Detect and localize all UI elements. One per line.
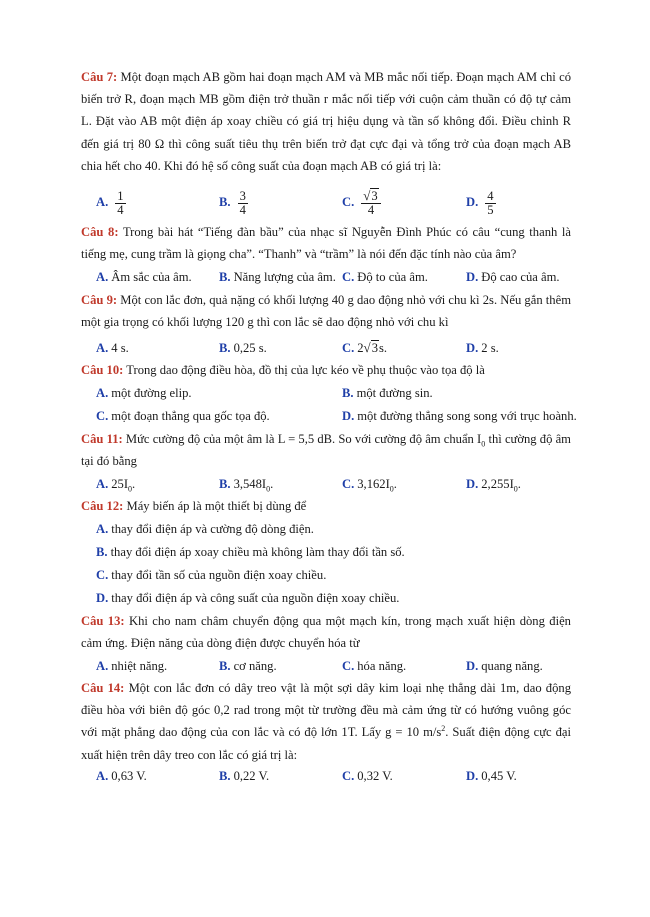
q10-option-a[interactable]: A. một đường elip. — [96, 386, 192, 400]
q9-option-a[interactable]: A. 4 s. — [96, 341, 129, 355]
q14-option-a[interactable]: A. 0,63 V. — [96, 769, 147, 783]
fraction: $\frac{4}{5}$ — [487, 188, 494, 217]
q11-option-a[interactable]: A. $25I_0$. — [96, 477, 136, 494]
question-12-option-row-c — [0, 564, 650, 586]
question-10-options-row2 — [0, 405, 650, 427]
question-14-options — [0, 765, 650, 787]
q7-option-d[interactable]: D. $\frac{4}{5}$ — [466, 188, 494, 217]
question-13-text: Khi cho nam châm chuyển động qua một mạch kín, trong mạch xuất hiện dòng điện cảm ứng. Điện năng của dòng điện được chuyển hóa từ — [81, 614, 571, 651]
q11-option-c[interactable]: C. $3,162I_0$. — [342, 477, 397, 494]
fraction: $\frac{3}{4}$ — [239, 188, 246, 217]
q7-option-a[interactable]: A. $\frac{1}{4}$ — [96, 188, 124, 217]
question-8-options — [0, 266, 650, 288]
q11-option-d[interactable]: D. $2,255I_0$. — [466, 477, 521, 494]
q12-option-c[interactable]: C. thay đổi tần số của nguồn điện xoay chiều. — [96, 568, 327, 582]
question-8 — [81, 221, 571, 265]
question-13-label: Câu 13: — [81, 614, 125, 628]
q9-option-c[interactable]: C. 2√3s. — [342, 340, 388, 355]
question-10-options-row1 — [0, 382, 650, 404]
q10-option-b[interactable]: B. một đường sin. — [342, 386, 433, 400]
q9-option-d[interactable]: D. 2 s. — [466, 341, 499, 355]
sqrt-symbol: √ — [363, 340, 371, 355]
question-10 — [81, 359, 571, 381]
question-13-options — [0, 655, 650, 677]
q11-option-b[interactable]: B. $3,548I_0$. — [219, 477, 274, 494]
q10-option-c[interactable]: C. một đoạn thẳng qua gốc tọa độ. — [96, 409, 270, 423]
q7-option-c[interactable]: C. $\frac{√3}{4}$ — [342, 185, 381, 219]
q12-option-d[interactable]: D. thay đổi điện áp và công suất của nguồn điện xoay chiều. — [96, 591, 400, 605]
question-12-text: Máy biến áp là một thiết bị dùng để — [126, 499, 307, 513]
q14-option-b[interactable]: B. 0,22 V. — [219, 769, 270, 783]
q12-option-a[interactable]: A. thay đổi điện áp và cường độ dòng điện. — [96, 522, 314, 536]
q14-option-d[interactable]: D. 0,45 V. — [466, 769, 517, 783]
q13-option-b[interactable]: B. cơ năng. — [219, 659, 277, 673]
question-10-text: Trong dao động điều hòa, đồ thị của lực kéo về phụ thuộc vào tọa độ là — [126, 363, 485, 377]
question-7-label: Câu 7: — [81, 70, 118, 84]
question-9-label: Câu 9: — [81, 293, 118, 307]
question-12-option-row-d — [0, 587, 650, 609]
question-9 — [81, 289, 571, 333]
question-8-text: Trong bài hát “Tiếng đàn bầu” của nhạc sĩ Nguyễn Đình Phúc có câu “cung thanh là tiếng mẹ, cung trầm là giọng cha”. “Thanh” và “trầm” là nói đến đặc tính nào của âm? — [81, 225, 572, 262]
question-11-options — [0, 473, 650, 495]
question-14-label: Câu 14: — [81, 681, 125, 695]
q9-option-b[interactable]: B. 0,25 s. — [219, 341, 267, 355]
q13-option-c[interactable]: C. hóa năng. — [342, 659, 407, 673]
question-8-label: Câu 8: — [81, 225, 119, 239]
q8-option-a[interactable]: A. Âm sắc của âm. — [96, 270, 192, 284]
q10-option-d[interactable]: D. một đường thẳng song song với trục hoành. — [342, 409, 577, 423]
question-7-options — [0, 185, 650, 219]
question-11-label: Câu 11: — [81, 432, 123, 446]
question-14: Câu 14: Một con lắc đơn có dây treo vật là một sợi dây kim loại nhẹ thẳng dài 1m, dao động điều hòa với biên độ góc 0,2 rad trong một từ trường đều mà cảm ứng từ có hướng vuông góc với mặt phẳng dao động của con lắc và có độ lớn 1T. Lấy g = 10 $m/s^2$. Suất điện động cực đại xuất hiện trên dây treo con lắc có giá trị là: — [81, 681, 571, 762]
question-7-text: Một đoạn mạch AB gồm hai đoạn mạch AM và MB mắc nối tiếp. Đoạn mạch AM chỉ có biến trở R, đoạn mạch MB gồm điện trở thuần r mắc nối tiếp với cuộn cảm thuần có độ tự cảm L. Đặt vào AB một điện áp xoay chiều có giá trị hiệu dụng và tần số không đổi. Điều chỉnh R đến giá trị 80 Ω thì công suất tiêu thụ trên biến trở đạt cực đại và tổng trở của đoạn mạch AB chia hết cho 40. Khi đó hệ số công suất của đoạn mạch AB có giá trị là: — [81, 70, 571, 173]
q8-option-b[interactable]: B. Năng lượng của âm. — [219, 270, 336, 284]
q13-option-a[interactable]: A. nhiệt năng. — [96, 659, 168, 673]
question-12-option-row-a — [0, 518, 650, 540]
question-7 — [81, 66, 571, 177]
sqrt-symbol: √ — [363, 188, 371, 204]
question-12-option-row-b — [0, 541, 650, 563]
q8-option-c[interactable]: C. Độ to của âm. — [342, 270, 428, 284]
fraction: $\frac{1}{4}$ — [117, 188, 124, 217]
q12-option-b[interactable]: B. thay đổi điện áp xoay chiều mà không làm thay đổi tần số. — [96, 545, 405, 559]
question-9-text: Một con lắc đơn, quả nặng có khối lượng 40 g dao động nhỏ với chu kì 2s. Nếu gắn thêm một gia trọng có khối lượng 120 g thì con lắc sẽ dao động nhỏ với chu kì — [81, 293, 571, 330]
q7-option-b[interactable]: B. $\frac{3}{4}$ — [219, 188, 246, 217]
question-12-label: Câu 12: — [81, 499, 124, 513]
question-10-label: Câu 10: — [81, 363, 124, 377]
question-13 — [81, 610, 571, 654]
question-11: Câu 11: Mức cường độ của một âm là L = 5,5 dB. So với cường độ âm chuẩn $I_0$ thì cường độ âm tại đó bằng — [81, 432, 571, 469]
q13-option-d[interactable]: D. quang năng. — [466, 659, 543, 673]
question-12 — [81, 495, 571, 517]
fraction: $\frac{√3}{4}$ — [361, 189, 380, 217]
q14-option-c[interactable]: C. 0,32 V. — [342, 769, 393, 783]
q8-option-d[interactable]: D. Độ cao của âm. — [466, 270, 560, 284]
question-9-options — [0, 337, 650, 359]
